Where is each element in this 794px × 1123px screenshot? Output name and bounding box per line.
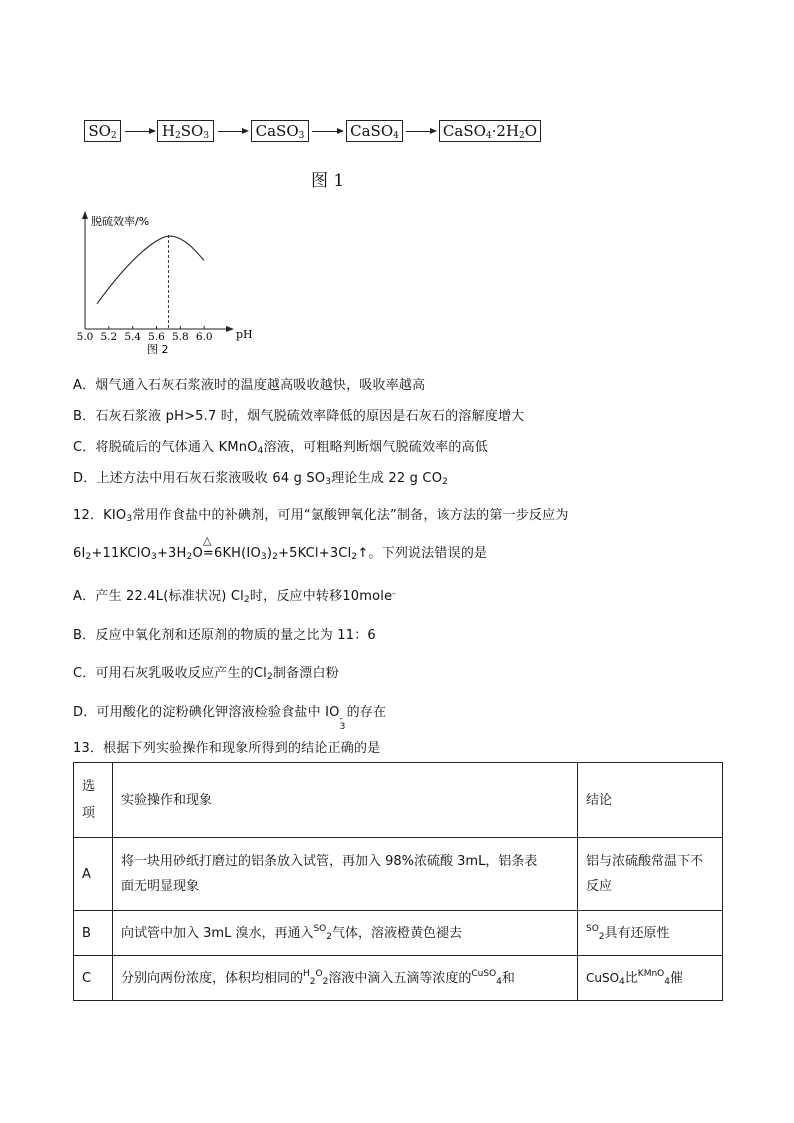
text: +3H bbox=[156, 546, 187, 561]
flow-box-so2 bbox=[84, 120, 121, 142]
text: 和 bbox=[501, 970, 515, 986]
text: 常用作食盐中的补碘剂，可用“氯酸钾氧化法”制备，该方法的第一步反应为 bbox=[132, 508, 569, 523]
table-header-row bbox=[74, 763, 723, 838]
sub: 2 bbox=[598, 931, 605, 942]
sub: 3 bbox=[260, 552, 267, 562]
header-text: 选 bbox=[82, 779, 96, 794]
flow-text: ·2H bbox=[491, 122, 520, 140]
flow-text: CaSO bbox=[350, 122, 394, 140]
row-option: C bbox=[74, 956, 113, 1001]
q13-table bbox=[73, 762, 723, 1001]
chem: H bbox=[303, 968, 310, 979]
text: 6I bbox=[73, 546, 86, 561]
sub: 4 bbox=[619, 976, 625, 987]
flow-sub: 2 bbox=[175, 131, 181, 141]
flow-text: CaSO bbox=[255, 122, 299, 140]
x-tick-label: 5.0 bbox=[76, 331, 94, 343]
equals-sign: = bbox=[202, 546, 214, 561]
row-operation bbox=[113, 956, 578, 1001]
sub: 2 bbox=[266, 672, 273, 682]
q12-option-a bbox=[73, 585, 396, 605]
q11-option-b: B．石灰石浆液 pH>5.7 时，烟气脱硫效率降低的原因是石灰石的溶解度增大 bbox=[73, 409, 525, 424]
cell-line: 铝与浓硫酸常温下不 bbox=[586, 854, 704, 869]
flow-text: SO bbox=[180, 122, 204, 140]
text: 催 bbox=[670, 970, 684, 986]
text: 理论生成 22 g CO bbox=[331, 471, 443, 486]
text: D．可用酸化的淀粉碘化钾溶液检验食盐中 IO bbox=[73, 705, 340, 720]
desulfurization-chart bbox=[70, 205, 260, 360]
flow-sub: 3 bbox=[203, 131, 210, 141]
sub: 2 bbox=[272, 552, 279, 562]
header-conclusion: 结论 bbox=[578, 763, 723, 838]
flow-arrow bbox=[125, 131, 154, 132]
sub: 3 bbox=[126, 514, 133, 524]
text: 分别向两份浓度，体积均相同的 bbox=[121, 970, 304, 986]
figure-1-caption: 图 1 bbox=[311, 171, 345, 191]
flow-arrow bbox=[218, 131, 247, 132]
text: 具有还原性 bbox=[604, 925, 670, 941]
text: C．将脱硫后的气体通入 KMnO bbox=[73, 440, 258, 455]
cell-line: 面无明显现象 bbox=[121, 879, 200, 894]
header-text: 项 bbox=[82, 806, 96, 821]
q11-option-a: A．烟气通入石灰石浆液时的温度越高吸收越快，吸收率越高 bbox=[73, 378, 426, 393]
sub: 4 bbox=[664, 976, 670, 987]
table-row bbox=[74, 956, 723, 1001]
x-tick-label: 5.2 bbox=[100, 331, 118, 343]
sub: 3 bbox=[325, 477, 332, 487]
text: O bbox=[192, 546, 203, 561]
row-operation bbox=[113, 838, 578, 911]
flow-text: CaSO bbox=[442, 122, 486, 140]
flow-arrow bbox=[312, 131, 342, 132]
flow-box-h2so3 bbox=[157, 120, 214, 142]
chem: SO bbox=[586, 923, 599, 934]
delta-sign: △ bbox=[202, 534, 212, 547]
sub: 2 bbox=[326, 931, 332, 942]
flow-sub: 2 bbox=[110, 131, 117, 141]
sub: 2 bbox=[85, 552, 92, 562]
sup: - bbox=[392, 589, 396, 599]
x-tick-label: 5.8 bbox=[171, 331, 189, 343]
flow-box-caso3 bbox=[251, 120, 309, 142]
flow-text: SO bbox=[88, 122, 111, 140]
flow-sub: 4 bbox=[393, 131, 399, 141]
row-option: B bbox=[74, 911, 113, 956]
cell-line: 反应 bbox=[586, 879, 613, 894]
chem: SO bbox=[313, 923, 327, 934]
text: 向试管中加入 3mL 溴水，再通入 bbox=[121, 925, 314, 941]
flow-box-caso4 bbox=[346, 120, 403, 142]
text: 溶液，可粗略判断烟气脱硫效率的高低 bbox=[263, 440, 488, 455]
y-axis-arrow bbox=[82, 211, 88, 219]
q12-option-b: B．反应中氧化剂和还原剂的物质的量之比为 11：6 bbox=[73, 628, 376, 643]
chem: CuSO bbox=[471, 968, 497, 979]
sub: 2 bbox=[351, 552, 358, 562]
sub: 2 bbox=[322, 976, 329, 987]
header-option bbox=[74, 763, 113, 838]
flow-text: H bbox=[161, 122, 176, 140]
row-conclusion bbox=[578, 956, 723, 1001]
flow-box-gypsum bbox=[439, 120, 541, 142]
flow-sub: 3 bbox=[298, 131, 305, 141]
sub: 3 bbox=[151, 552, 157, 562]
sub: 2 bbox=[243, 595, 250, 605]
q12-equation bbox=[73, 534, 488, 562]
row-conclusion bbox=[578, 838, 723, 911]
text: 比 bbox=[624, 970, 638, 986]
row-conclusion bbox=[578, 911, 723, 956]
text: ) bbox=[266, 546, 273, 561]
chem: KMnO bbox=[637, 968, 665, 979]
sub: 4 bbox=[496, 976, 502, 987]
text: 的存在 bbox=[346, 705, 387, 720]
text: 气体，溶液橙黄色褪去 bbox=[331, 925, 462, 941]
cell-line: 将一块用砂纸打磨过的铝条放入试管，再加入 98%浓硫酸 3mL，铝条表 bbox=[121, 854, 538, 869]
text: 6KH(IO bbox=[213, 546, 261, 561]
text: 制备漂白粉 bbox=[272, 666, 339, 681]
x-tick-label: 6.0 bbox=[195, 331, 213, 343]
text: 12．KIO bbox=[73, 508, 127, 523]
row-operation bbox=[113, 911, 578, 956]
row-option: A bbox=[74, 838, 113, 911]
flow-sub: 2 bbox=[519, 131, 525, 141]
table-row bbox=[74, 911, 723, 956]
text: +11KClO bbox=[91, 546, 152, 561]
heat-symbol bbox=[202, 534, 214, 561]
sub: 2 bbox=[186, 552, 193, 562]
q11-option-c bbox=[73, 436, 488, 456]
x-axis-arrow bbox=[226, 326, 234, 332]
q12-stem bbox=[73, 504, 569, 524]
x-tick-label: 5.4 bbox=[124, 331, 142, 343]
sub: 4 bbox=[257, 446, 264, 456]
q12-option-d bbox=[73, 701, 387, 732]
q11-option-d bbox=[73, 467, 448, 487]
chem: O bbox=[315, 968, 323, 979]
text: 时，反应中转移10mole bbox=[249, 589, 393, 604]
sub: 2 bbox=[309, 976, 316, 987]
flow-arrow bbox=[406, 131, 435, 132]
text: C．可用石灰乳吸收反应产生的Cl bbox=[73, 666, 267, 681]
q13-stem: 13．根据下列实验操作和现象所得到的结论正确的是 bbox=[73, 741, 381, 756]
sup: - bbox=[339, 714, 344, 724]
series-line bbox=[97, 236, 204, 304]
text: ↑。下列说法错误的是 bbox=[357, 546, 488, 561]
x-tick-label: 5.6 bbox=[148, 331, 165, 343]
header-operation: 实验操作和现象 bbox=[113, 763, 578, 838]
figure-2-caption: 图 2 bbox=[147, 343, 169, 356]
text: A．产生 22.4L(标准状况) Cl bbox=[73, 589, 244, 604]
table-row bbox=[74, 838, 723, 911]
q12-option-c bbox=[73, 662, 339, 682]
text: D．上述方法中用石灰石浆液吸收 64 g SO bbox=[73, 471, 326, 486]
flow-sub: 4 bbox=[485, 131, 492, 141]
flow-text: O bbox=[524, 122, 538, 140]
sub: 2 bbox=[442, 477, 449, 487]
sub: 3 bbox=[339, 722, 346, 732]
y-axis-label: 脱硫效率/% bbox=[91, 215, 150, 228]
x-axis-label: pH bbox=[236, 328, 253, 341]
text: +5KCl+3Cl bbox=[278, 546, 352, 561]
text: 溶液中滴入五滴等浓度的 bbox=[328, 970, 472, 986]
chem: CuSO bbox=[586, 970, 620, 985]
